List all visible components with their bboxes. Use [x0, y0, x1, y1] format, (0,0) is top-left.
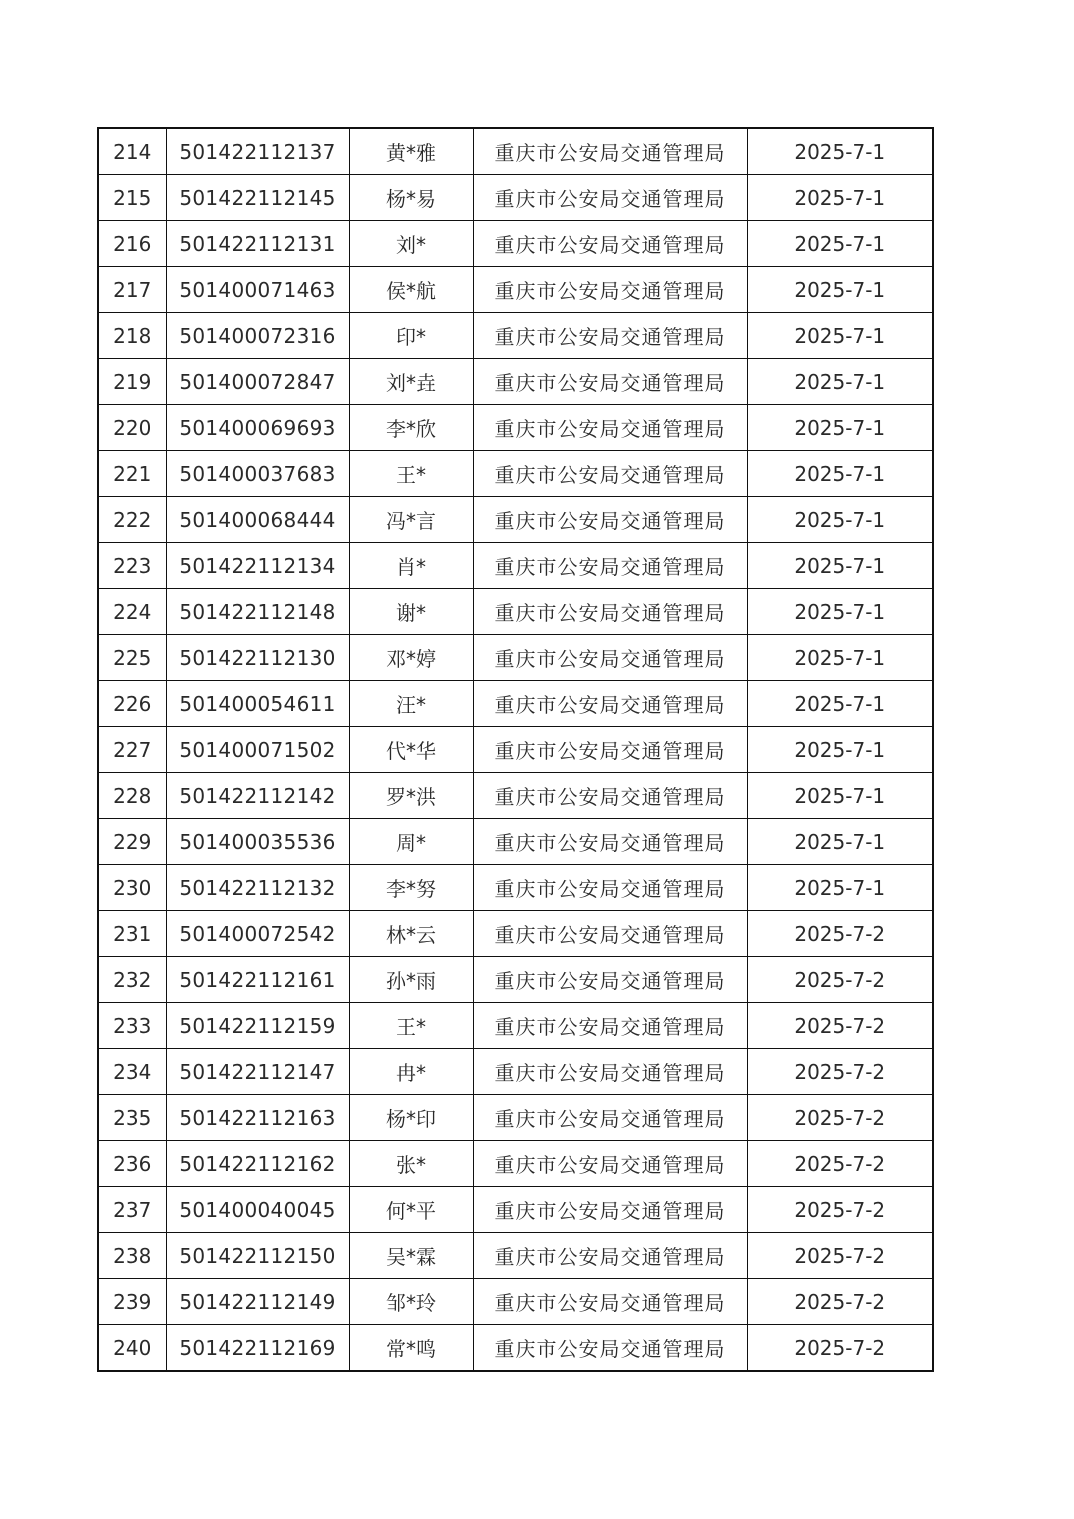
person-name-cell: 肖* — [349, 543, 473, 589]
date-cell: 2025-7-1 — [747, 267, 933, 313]
table-row — [98, 1049, 933, 1095]
record-id-cell: 501422112159 — [166, 1003, 349, 1049]
row-number-cell: 232 — [98, 957, 166, 1003]
record-id-cell: 501422112142 — [166, 773, 349, 819]
date-cell: 2025-7-1 — [747, 313, 933, 359]
table-row — [98, 911, 933, 957]
organization-cell: 重庆市公安局交通管理局 — [473, 313, 747, 359]
person-name-cell: 罗*洪 — [349, 773, 473, 819]
person-name-cell: 邹*玲 — [349, 1279, 473, 1325]
table-row — [98, 635, 933, 681]
person-name-cell: 杨*印 — [349, 1095, 473, 1141]
row-number-cell: 216 — [98, 221, 166, 267]
organization-cell: 重庆市公安局交通管理局 — [473, 221, 747, 267]
row-number-cell: 227 — [98, 727, 166, 773]
organization-cell: 重庆市公安局交通管理局 — [473, 589, 747, 635]
record-id-cell: 501422112162 — [166, 1141, 349, 1187]
person-name-cell: 刘*垚 — [349, 359, 473, 405]
date-cell: 2025-7-2 — [747, 1325, 933, 1372]
person-name-cell: 张* — [349, 1141, 473, 1187]
row-number-cell: 217 — [98, 267, 166, 313]
record-id-cell: 501422112131 — [166, 221, 349, 267]
date-cell: 2025-7-2 — [747, 1003, 933, 1049]
table-row — [98, 1141, 933, 1187]
row-number-cell: 225 — [98, 635, 166, 681]
row-number-cell: 223 — [98, 543, 166, 589]
row-number-cell: 239 — [98, 1279, 166, 1325]
record-id-cell: 501400054611 — [166, 681, 349, 727]
record-id-cell: 501422112169 — [166, 1325, 349, 1372]
row-number-cell: 231 — [98, 911, 166, 957]
date-cell: 2025-7-1 — [747, 497, 933, 543]
row-number-cell: 229 — [98, 819, 166, 865]
table-row — [98, 1095, 933, 1141]
table-row — [98, 359, 933, 405]
date-cell: 2025-7-1 — [747, 543, 933, 589]
record-id-cell: 501400072316 — [166, 313, 349, 359]
organization-cell: 重庆市公安局交通管理局 — [473, 911, 747, 957]
table-row — [98, 1003, 933, 1049]
row-number-cell: 226 — [98, 681, 166, 727]
person-name-cell: 冉* — [349, 1049, 473, 1095]
date-cell: 2025-7-2 — [747, 1279, 933, 1325]
organization-cell: 重庆市公安局交通管理局 — [473, 128, 747, 175]
organization-cell: 重庆市公安局交通管理局 — [473, 267, 747, 313]
organization-cell: 重庆市公安局交通管理局 — [473, 681, 747, 727]
organization-cell: 重庆市公安局交通管理局 — [473, 865, 747, 911]
row-number-cell: 233 — [98, 1003, 166, 1049]
person-name-cell: 王* — [349, 451, 473, 497]
row-number-cell: 235 — [98, 1095, 166, 1141]
date-cell: 2025-7-1 — [747, 635, 933, 681]
organization-cell: 重庆市公安局交通管理局 — [473, 635, 747, 681]
date-cell: 2025-7-1 — [747, 175, 933, 221]
table-row — [98, 681, 933, 727]
table-row — [98, 405, 933, 451]
row-number-cell: 230 — [98, 865, 166, 911]
record-id-cell: 501400072542 — [166, 911, 349, 957]
record-id-cell: 501422112137 — [166, 128, 349, 175]
person-name-cell: 李*努 — [349, 865, 473, 911]
organization-cell: 重庆市公安局交通管理局 — [473, 1141, 747, 1187]
row-number-cell: 215 — [98, 175, 166, 221]
record-id-cell: 501422112145 — [166, 175, 349, 221]
row-number-cell: 234 — [98, 1049, 166, 1095]
table-row — [98, 451, 933, 497]
organization-cell: 重庆市公安局交通管理局 — [473, 497, 747, 543]
table-row — [98, 267, 933, 313]
table-row — [98, 1325, 933, 1372]
organization-cell: 重庆市公安局交通管理局 — [473, 451, 747, 497]
date-cell: 2025-7-2 — [747, 911, 933, 957]
record-id-cell: 501400069693 — [166, 405, 349, 451]
person-name-cell: 代*华 — [349, 727, 473, 773]
row-number-cell: 228 — [98, 773, 166, 819]
organization-cell: 重庆市公安局交通管理局 — [473, 1279, 747, 1325]
table-row — [98, 727, 933, 773]
person-name-cell: 黄*雅 — [349, 128, 473, 175]
record-id-cell: 501422112161 — [166, 957, 349, 1003]
organization-cell: 重庆市公安局交通管理局 — [473, 727, 747, 773]
organization-cell: 重庆市公安局交通管理局 — [473, 175, 747, 221]
date-cell: 2025-7-1 — [747, 451, 933, 497]
record-id-cell: 501422112132 — [166, 865, 349, 911]
record-id-cell: 501422112148 — [166, 589, 349, 635]
date-cell: 2025-7-1 — [747, 128, 933, 175]
date-cell: 2025-7-1 — [747, 727, 933, 773]
person-name-cell: 周* — [349, 819, 473, 865]
record-id-cell: 501422112134 — [166, 543, 349, 589]
date-cell: 2025-7-2 — [747, 1049, 933, 1095]
person-name-cell: 王* — [349, 1003, 473, 1049]
organization-cell: 重庆市公安局交通管理局 — [473, 957, 747, 1003]
record-id-cell: 501422112147 — [166, 1049, 349, 1095]
organization-cell: 重庆市公安局交通管理局 — [473, 773, 747, 819]
person-name-cell: 汪* — [349, 681, 473, 727]
row-number-cell: 214 — [98, 128, 166, 175]
organization-cell: 重庆市公安局交通管理局 — [473, 1233, 747, 1279]
date-cell: 2025-7-1 — [747, 221, 933, 267]
row-number-cell: 220 — [98, 405, 166, 451]
organization-cell: 重庆市公安局交通管理局 — [473, 1095, 747, 1141]
date-cell: 2025-7-2 — [747, 1095, 933, 1141]
organization-cell: 重庆市公安局交通管理局 — [473, 543, 747, 589]
table-row — [98, 773, 933, 819]
organization-cell: 重庆市公安局交通管理局 — [473, 405, 747, 451]
table-row — [98, 957, 933, 1003]
table-row — [98, 819, 933, 865]
table-row — [98, 128, 933, 175]
row-number-cell: 219 — [98, 359, 166, 405]
person-name-cell: 邓*婷 — [349, 635, 473, 681]
date-cell: 2025-7-2 — [747, 1187, 933, 1233]
person-name-cell: 何*平 — [349, 1187, 473, 1233]
record-id-cell: 501422112150 — [166, 1233, 349, 1279]
record-id-cell: 501422112149 — [166, 1279, 349, 1325]
organization-cell: 重庆市公安局交通管理局 — [473, 1049, 747, 1095]
row-number-cell: 222 — [98, 497, 166, 543]
record-id-cell: 501400068444 — [166, 497, 349, 543]
row-number-cell: 224 — [98, 589, 166, 635]
person-name-cell: 吴*霖 — [349, 1233, 473, 1279]
row-number-cell: 236 — [98, 1141, 166, 1187]
record-id-cell: 501400035536 — [166, 819, 349, 865]
table-row — [98, 1233, 933, 1279]
organization-cell: 重庆市公安局交通管理局 — [473, 1187, 747, 1233]
table-row — [98, 1187, 933, 1233]
organization-cell: 重庆市公安局交通管理局 — [473, 1003, 747, 1049]
person-name-cell: 常*鸣 — [349, 1325, 473, 1372]
organization-cell: 重庆市公安局交通管理局 — [473, 1325, 747, 1372]
record-id-cell: 501400040045 — [166, 1187, 349, 1233]
row-number-cell: 221 — [98, 451, 166, 497]
date-cell: 2025-7-1 — [747, 681, 933, 727]
row-number-cell: 218 — [98, 313, 166, 359]
person-name-cell: 刘* — [349, 221, 473, 267]
person-name-cell: 孙*雨 — [349, 957, 473, 1003]
table-row — [98, 543, 933, 589]
table-row — [98, 221, 933, 267]
table-row — [98, 1279, 933, 1325]
table-row — [98, 497, 933, 543]
record-id-cell: 501400037683 — [166, 451, 349, 497]
table-row — [98, 865, 933, 911]
table-row — [98, 313, 933, 359]
date-cell: 2025-7-1 — [747, 589, 933, 635]
row-number-cell: 240 — [98, 1325, 166, 1372]
date-cell: 2025-7-1 — [747, 819, 933, 865]
table-row — [98, 589, 933, 635]
person-name-cell: 林*云 — [349, 911, 473, 957]
records-table — [97, 127, 934, 1372]
date-cell: 2025-7-1 — [747, 405, 933, 451]
record-id-cell: 501422112163 — [166, 1095, 349, 1141]
organization-cell: 重庆市公安局交通管理局 — [473, 359, 747, 405]
date-cell: 2025-7-2 — [747, 1141, 933, 1187]
person-name-cell: 杨*易 — [349, 175, 473, 221]
person-name-cell: 李*欣 — [349, 405, 473, 451]
date-cell: 2025-7-1 — [747, 773, 933, 819]
row-number-cell: 237 — [98, 1187, 166, 1233]
record-id-cell: 501400071463 — [166, 267, 349, 313]
date-cell: 2025-7-1 — [747, 359, 933, 405]
person-name-cell: 侯*航 — [349, 267, 473, 313]
records-table-body — [98, 128, 933, 1371]
record-id-cell: 501400072847 — [166, 359, 349, 405]
record-id-cell: 501400071502 — [166, 727, 349, 773]
table-row — [98, 175, 933, 221]
record-id-cell: 501422112130 — [166, 635, 349, 681]
organization-cell: 重庆市公安局交通管理局 — [473, 819, 747, 865]
person-name-cell: 印* — [349, 313, 473, 359]
row-number-cell: 238 — [98, 1233, 166, 1279]
date-cell: 2025-7-2 — [747, 1233, 933, 1279]
person-name-cell: 谢* — [349, 589, 473, 635]
date-cell: 2025-7-1 — [747, 865, 933, 911]
date-cell: 2025-7-2 — [747, 957, 933, 1003]
person-name-cell: 冯*言 — [349, 497, 473, 543]
